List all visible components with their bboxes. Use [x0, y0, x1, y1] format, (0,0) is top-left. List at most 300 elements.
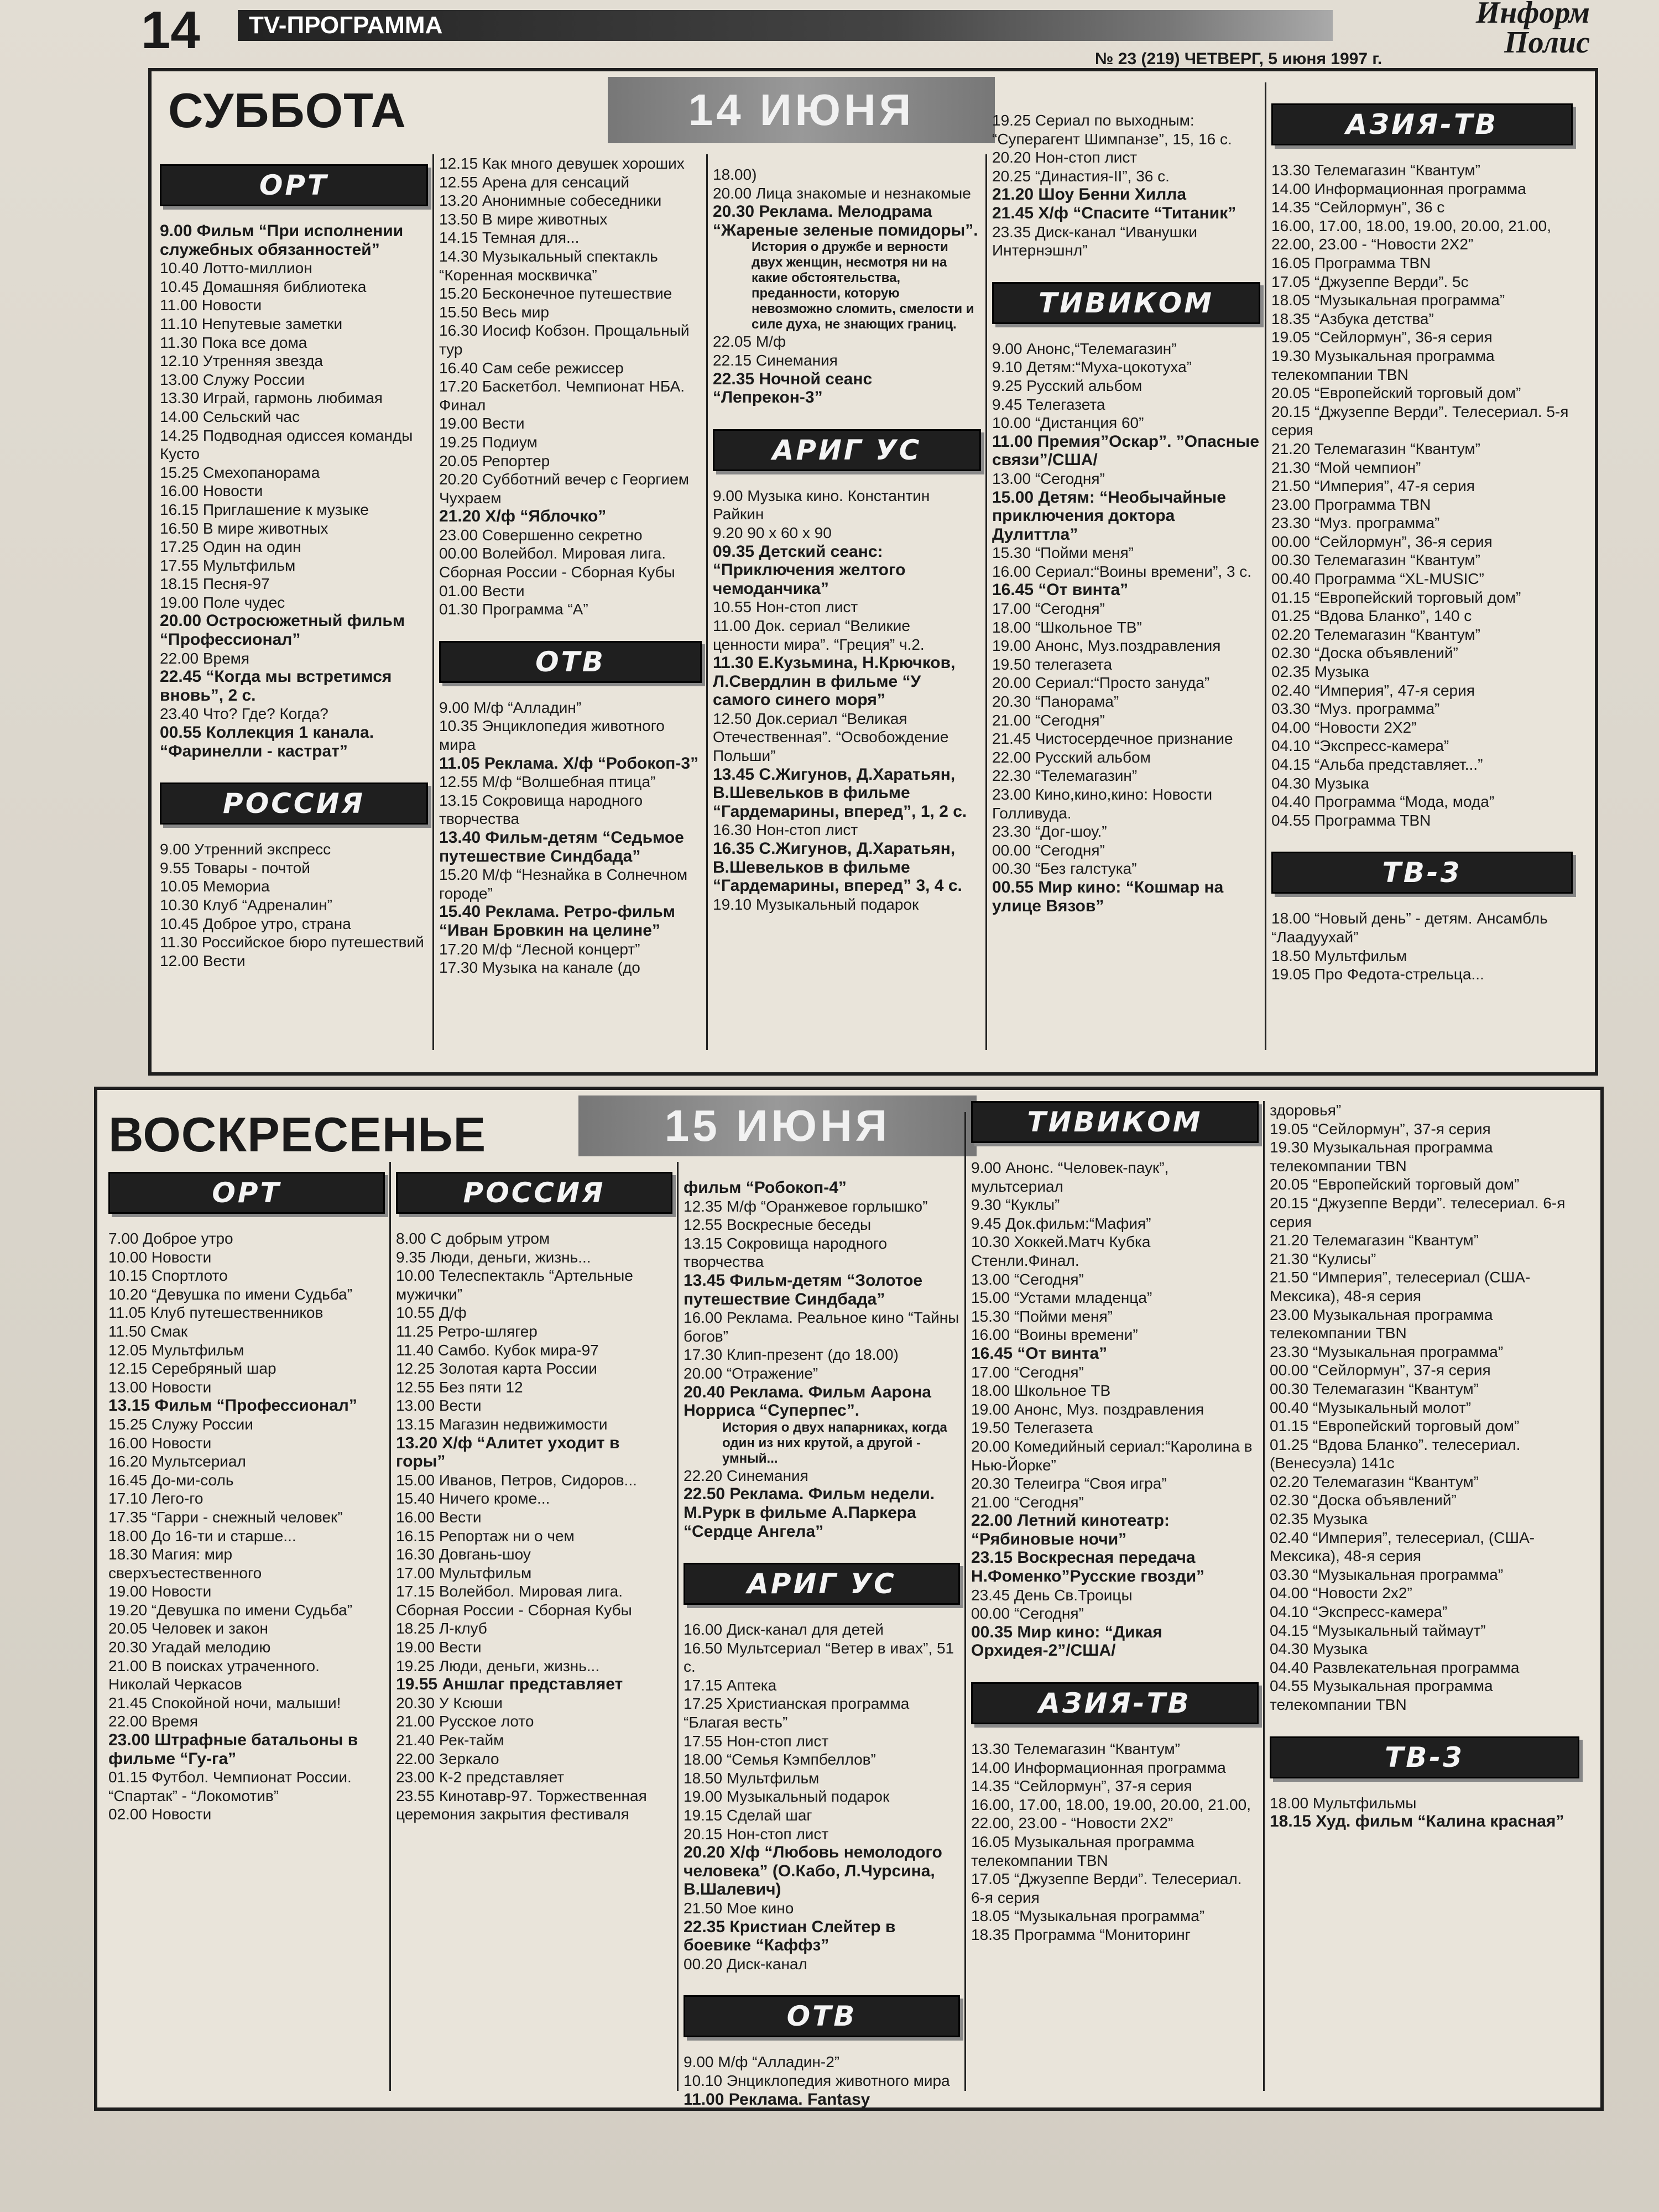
program-item: 17.05 “Джузеппе Верди”. 5с [1271, 273, 1469, 290]
program-item: 16.00 Новости [160, 482, 263, 500]
program-item: 21.50 Мое кино [684, 1900, 794, 1917]
program-item: 21.40 Рек-тайм [396, 1731, 504, 1749]
program-item: 18.30 Магия: мир сверхъестественного [108, 1546, 262, 1582]
program-item: 04.30 Музыка [1271, 774, 1369, 792]
program-list [1270, 1794, 1579, 1831]
program-item: 04.40 Программа “Мода, мода” [1271, 793, 1495, 811]
program-item: 21.00 “Сегодня” [992, 711, 1105, 729]
channel-header-rossiya: РОССИЯ [396, 1172, 672, 1214]
program-item: 15.25 Смехопанорама [160, 463, 320, 481]
program-item: 9.35 Люди, деньги, жизнь... [396, 1248, 591, 1266]
sunday-block [94, 1087, 1604, 2111]
program-item: 16.35 С.Жигунов, Д.Харатьян, В.Шевельков в фильме “Гардемарины, вперед” 3, 4 с. [713, 839, 962, 895]
program-item: 19.05 “Сейлормун”, 36-я серия [1271, 328, 1493, 346]
program-item: 10.55 Нон-стоп лист [713, 598, 858, 616]
program-item: 13.30 Телемагазин “Квантум” [1271, 161, 1480, 179]
program-item: 21.30 “Мой чемпион” [1271, 458, 1421, 476]
column-divider [706, 154, 708, 1050]
program-item: 13.30 Играй, гармонь любимая [160, 389, 383, 407]
program-item: 13.00 “Сегодня” [992, 469, 1105, 487]
newspaper-logo [1424, 0, 1590, 58]
program-item: 14.00 Информационная программа [971, 1759, 1226, 1776]
program-item: 18.00 Мультфильмы [1270, 1794, 1417, 1812]
program-item: 23.30 “Муз. программа” [1271, 514, 1440, 532]
program-item: 19.15 Сделай шаг [684, 1807, 812, 1824]
program-item: 16.00 Сериал:“Воины времени”, 3 с. [992, 562, 1252, 580]
program-list [971, 1159, 1259, 1660]
program-item: 12.50 Док.сериал “Великая Отечественная”. “Освобождение Польши” [713, 709, 949, 765]
program-item: 20.05 Человек и закон [108, 1620, 268, 1637]
column-divider [1265, 82, 1266, 1050]
program-note: История о двух напарниках, когда один из них крутой, а другой - умный... [722, 1420, 947, 1466]
program-list [439, 698, 702, 977]
program-item: 19.30 Музыкальная программа телекомпании TBN [1270, 1139, 1493, 1175]
program-item: 20.30 Реклама. Мелодрама “Жареные зеленые помидоры”. [713, 202, 978, 239]
program-item: 12.55 Без пяти 12 [396, 1378, 523, 1396]
program-note: История о дружбе и верности двух женщин, несмотря ни на какие обстоятельства, преданности, которую невозможно сломить, смелости и силе духа, не знающих границ. [752, 239, 974, 332]
program-item: 17.30 Музыка на канале (до [439, 959, 640, 977]
program-item: 21.45 Спокойной ночи, малыши! [108, 1694, 341, 1712]
program-item: 17.20 М/ф “Лесной концерт” [439, 940, 640, 958]
program-item: 19.25 Сериал по выходным: “Суперагент Шимпанзе”, 15, 16 с. [992, 112, 1232, 148]
program-item: 18.00 “Новый день” - детям. Ансамбль “Лаадуухай” [1271, 910, 1548, 946]
program-item: 7.00 Доброе утро [108, 1230, 233, 1247]
program-item: 10.10 Энциклопедия животного мира [684, 2072, 950, 2089]
program-item: 19.50 Телегазета [971, 1419, 1093, 1437]
program-item: 23.00 Кино,кино,кино: Новости Голливуда. [992, 786, 1213, 822]
program-item: 04.55 Программа TBN [1271, 811, 1431, 829]
program-item: 9.00 Анонс,“Телемагазин” [992, 340, 1177, 357]
program-item: 11.30 Е.Кузьмина, Н.Крючков, Л.Свердлин в фильме “У самого синего моря” [713, 654, 956, 709]
program-item: 17.10 Лего-го [108, 1490, 204, 1507]
column-4 [992, 111, 1260, 915]
program-item: 02.30 “Доска объявлений” [1271, 644, 1458, 662]
program-item: 01.00 Вести [439, 582, 525, 599]
channel-header-tv3: ТВ-3 [1271, 852, 1573, 894]
program-item: 14.35 “Сейлормун”, 37-я серия [971, 1777, 1192, 1795]
program-item: 9.00 Анонс. “Человек-паук”, мультсериал [971, 1159, 1169, 1195]
program-item: 17.05 “Джузеппе Верди”. Телесериал. 6-я серия [971, 1870, 1242, 1906]
program-item: 16.20 Мультсериал [108, 1453, 246, 1470]
program-item: 18.15 Песня-97 [160, 575, 270, 593]
program-item: 23.40 Что? Где? Когда? [160, 705, 328, 723]
program-list [684, 1620, 960, 1973]
program-item: 11.25 Ретро-шлягер [396, 1322, 538, 1340]
program-item: 12.00 Вести [160, 952, 246, 969]
program-item: 15.00 “Устами младенца” [971, 1289, 1152, 1307]
program-item: 18.00) [713, 166, 757, 183]
program-item: 11.30 Пока все дома [160, 333, 307, 351]
program-item: 9.25 Русский альбом [992, 377, 1142, 394]
program-item: 20.15 Нон-стоп лист [684, 1825, 829, 1843]
program-item: 9.10 Детям:“Муха-цокотуха” [992, 358, 1192, 376]
program-item: 12.55 М/ф “Волшебная птица” [439, 773, 656, 791]
program-item: 10.30 Клуб “Адреналин” [160, 896, 332, 914]
program-item: 15.20 Бесконечное путешествие [439, 285, 672, 302]
program-item: 22.00 Русский альбом [992, 748, 1151, 766]
column-2 [439, 154, 702, 977]
channel-header-ort: ОРТ [108, 1172, 385, 1214]
program-item: 16.00 Новости [108, 1434, 212, 1452]
program-item: 14.00 Сельский час [160, 408, 300, 425]
program-item: 16.30 Нон-стоп лист [713, 821, 858, 839]
program-item: 14.15 Темная для... [439, 229, 580, 247]
column-3 [713, 165, 981, 914]
program-item: 16.40 Сам себе режиссер [439, 359, 624, 377]
program-item: 19.05 “Сейлормун”, 37-я серия [1270, 1120, 1491, 1138]
program-item: 17.25 Один на один [160, 538, 301, 556]
program-item: 15.30 “Пойми меня” [971, 1307, 1113, 1325]
program-item: 04.15 “Альба представляет...” [1271, 756, 1483, 773]
program-item: 10.00 Телеспектакль “Артельные мужички” [396, 1267, 633, 1303]
program-item: 11.00 Новости [160, 296, 262, 314]
program-item: 14.00 Информационная программа [1271, 180, 1526, 197]
program-item: 10.35 Энциклопедия животного мира [439, 717, 665, 754]
program-item: 11.10 Непутевые заметки [160, 315, 343, 332]
program-item: 19.20 “Девушка по имени Судьба” [108, 1601, 353, 1619]
column-divider [389, 1162, 391, 2091]
program-item: 17.15 Волейбол. Мировая лига. Сборная России - Сборная Кубы [396, 1583, 632, 1619]
program-item: 18.50 Мультфильм [1271, 947, 1407, 964]
program-item: 13.45 С.Жигунов, Д.Харатьян, В.Шевельков в фильме “Гардемарины, вперед”, 1, 2 с. [713, 765, 967, 821]
program-item: 16.50 В мире животных [160, 519, 328, 537]
program-list [684, 2053, 960, 2109]
program-item: 19.00 Поле чудес [160, 593, 285, 611]
channel-header-tivikom: ТИВИКОМ [971, 1101, 1259, 1143]
program-item: 14.25 Подводная одиссея команды Кусто [160, 426, 413, 463]
program-item: 18.00 До 16-ти и старше... [108, 1527, 296, 1545]
channel-header-aziya-tv: АЗИЯ-ТВ [971, 1682, 1259, 1724]
program-item: 16.00, 17.00, 18.00, 19.00, 20.00, 21.00, 22.00, 23.00 - “Новости 2Х2” [1271, 217, 1551, 253]
program-item: 00.00 “Сегодня” [992, 841, 1105, 859]
channel-header-aziya-tv: АЗИЯ-ТВ [1271, 103, 1573, 145]
program-item: 15.50 Весь мир [439, 303, 549, 321]
program-item: 21.20 Х/ф “Яблочко” [439, 507, 607, 526]
program-item: 23.15 Воскресная передача Н.Фоменко”Русские гвозди” [971, 1548, 1205, 1586]
program-list [713, 487, 981, 914]
program-item: 19.30 Музыкальная программа телекомпании TBN [1271, 347, 1495, 383]
program-item: 12.10 Утренняя звезда [160, 352, 324, 370]
program-list [1270, 1101, 1579, 1714]
day-title: СУББОТА [168, 83, 406, 138]
program-item: 15.00 Детям: “Необычайные приключения доктора Дулиттла” [992, 488, 1226, 544]
program-item: 20.15 “Джузеппе Верди”. телесериал. 6-я серия [1270, 1194, 1566, 1230]
program-list [160, 222, 428, 760]
program-item: 22.30 “Телемагазин” [992, 767, 1138, 785]
program-item: 04.00 “Новости 2х2” [1270, 1584, 1412, 1602]
section-title: TV-ПРОГРАММА [238, 10, 1333, 41]
channel-header-tv3: ТВ-3 [1270, 1736, 1579, 1778]
program-item: 21.20 Шоу Бенни Хилла [992, 185, 1187, 204]
program-item: 04.10 “Экспресс-камера” [1270, 1603, 1448, 1621]
program-item: 18.05 “Музыкальная программа” [1271, 291, 1505, 309]
program-item: 16.15 Репортаж ни о чем [396, 1527, 575, 1545]
program-item: 13.20 Х/ф “Алитет уходит в горы” [396, 1433, 620, 1471]
program-item: 22.45 “Когда мы встретимся вновь”, 2 с. [160, 667, 392, 705]
program-item: 17.30 Клип-презент (до 18.00) [684, 1346, 899, 1364]
program-item: 11.00 Премия”Оскар”. ”Опасные связи”/США/ [992, 432, 1260, 469]
column-divider [677, 1162, 679, 2091]
program-item: 19.25 Подиум [439, 433, 538, 451]
program-item: 10.30 Хоккей.Матч Кубка Стенли.Финал. [971, 1233, 1151, 1269]
program-item: 9.00 М/ф “Алладин-2” [684, 2053, 840, 2071]
column-divider [432, 154, 434, 1050]
program-item: 04.30 Музыка [1270, 1640, 1368, 1658]
program-item: 15.25 Служу России [108, 1415, 253, 1433]
program-item: 9.45 Телегазета [992, 395, 1105, 413]
program-item: 04.00 “Новости 2Х2” [1271, 718, 1417, 736]
channel-header-rossiya: РОССИЯ [160, 782, 428, 825]
column-divider [985, 154, 987, 1050]
program-item: 11.00 Реклама. Fantasy [684, 2090, 870, 2109]
program-item: 18.00 Школьное ТВ [971, 1382, 1111, 1400]
column-4 [971, 1101, 1259, 1944]
program-item: 16.45 До-ми-соль [108, 1471, 234, 1489]
program-item: 11.05 Клуб путешественников [108, 1304, 324, 1322]
program-item: 03.30 “Музыкальная программа” [1270, 1566, 1504, 1583]
program-item: 00.55 Мир кино: “Кошмар на улице Вязов” [992, 878, 1224, 915]
program-item: 21.50 “Империя”, телесериал (США-Мексика), 48-я серия [1270, 1269, 1531, 1305]
column-3 [684, 1178, 960, 2109]
program-item: 21.50 “Империя”, 47-я серия [1271, 477, 1475, 495]
program-item: 13.00 Новости [108, 1378, 212, 1396]
logo-line-1: Информ [1475, 0, 1590, 30]
program-item: 17.00 “Сегодня” [992, 600, 1105, 618]
program-item: 00.35 Мир кино: “Дикая Орхидея-2”/США/ [971, 1623, 1162, 1660]
issue-info: № 23 (219) ЧЕТВЕРГ, 5 июня 1997 г. [1095, 50, 1383, 68]
program-item: 20.30 Угадай мелодию [108, 1639, 271, 1656]
program-item: 21.00 “Сегодня” [971, 1493, 1084, 1511]
program-item: 00.40 “Музыкальный молот” [1270, 1399, 1472, 1416]
program-item: 13.15 Сокровища народного творчества [684, 1234, 888, 1271]
page-number: 14 [141, 1, 200, 60]
program-item: 13.15 Сокровища народного творчества [439, 791, 643, 828]
program-list [713, 165, 981, 407]
program-item: 12.55 Воскресные беседы [684, 1216, 872, 1234]
program-item: 11.30 Российское бюро путешествий [160, 933, 424, 951]
program-item: 16.00 “Воины времени” [971, 1326, 1138, 1344]
logo-line-2: Полис [1504, 25, 1590, 60]
program-item: 18.00 “Семья Кэмпбеллов” [684, 1751, 876, 1768]
program-item: 23.35 Диск-канал “Иванушки Интернэшнл” [992, 223, 1198, 259]
program-item: 13.15 Магазин недвижимости [396, 1415, 608, 1433]
program-list [396, 1229, 672, 1824]
program-item: 22.35 Ночной сеанс “Лепрекон-3” [713, 369, 873, 407]
program-item: 13.50 В мире животных [439, 210, 608, 228]
program-item: 16.05 Музыкальная программа телекомпании TBN [971, 1833, 1194, 1869]
program-item: 00.30 “Без галстука” [992, 860, 1137, 878]
program-item: 20.30 “Панорама” [992, 693, 1119, 711]
program-list [1271, 909, 1573, 983]
program-item: 11.40 Самбо. Кубок мира-97 [396, 1341, 599, 1359]
program-item: 04.10 “Экспресс-камера” [1271, 737, 1449, 755]
program-item: 9.00 М/ф “Алладин” [439, 698, 582, 716]
program-item: 23.30 “Дог-шоу.” [992, 823, 1107, 841]
program-item: 16.00 Диск-канал для детей [684, 1621, 884, 1639]
program-item: 02.35 Музыка [1270, 1510, 1368, 1528]
program-item: 15.30 “Пойми меня” [992, 544, 1134, 562]
program-list [1271, 161, 1573, 830]
program-item: 00.00 “Сейлормун”, 36-я серия [1271, 533, 1493, 550]
program-item: 02.00 Новости [108, 1806, 212, 1823]
program-item: 9.00 Утренний экспресс [160, 841, 331, 858]
program-item: 18.25 Л-клуб [396, 1620, 487, 1637]
program-item: 23.30 “Музыкальная программа” [1270, 1343, 1504, 1360]
program-item: 10.20 “Девушка по имени Судьба” [108, 1285, 353, 1303]
program-item: 23.45 День Св.Троицы [971, 1586, 1133, 1604]
program-item: 20.05 “Европейский торговый дом” [1270, 1176, 1520, 1193]
program-item: 12.15 Как много девушек хороших [439, 155, 685, 172]
program-item: 00.00 “Сегодня” [971, 1605, 1084, 1623]
program-item: 17.25 Христианская программа “Благая весть” [684, 1695, 910, 1731]
program-item: 22.35 Кристиан Слейтер в боевике “Каффз” [684, 1917, 896, 1955]
program-item: 15.00 Иванов, Петров, Сидоров... [396, 1471, 637, 1489]
program-list [992, 340, 1260, 915]
program-item: 02.20 Телемагазин “Квантум” [1271, 625, 1480, 643]
program-list [992, 111, 1260, 260]
program-item: 19.55 Аншлаг представляет [396, 1675, 623, 1694]
program-item: 04.15 “Музыкальный таймаут” [1270, 1621, 1486, 1639]
program-item: 21.45 Х/ф “Спасите “Титаник” [992, 204, 1237, 222]
program-item: 19.25 Люди, деньги, жизнь... [396, 1657, 600, 1674]
program-item: 18.35 “Азбука детства” [1271, 310, 1434, 327]
program-item: 13.40 Фильм-детям “Седьмое путешествие Синдбада” [439, 828, 684, 865]
program-item: 10.40 Лотто-миллион [160, 259, 312, 277]
channel-header-otv: ОТВ [439, 641, 702, 683]
program-item: 22.50 Реклама. Фильм недели. М.Рурк в фильме А.Паркера “Сердце Ангела” [684, 1485, 935, 1541]
program-item: 22.05 М/ф [713, 333, 786, 351]
program-item: 20.30 Телеигра “Своя игра” [971, 1475, 1167, 1493]
program-item: 20.00 Сериал:“Просто зануда” [992, 674, 1210, 692]
program-item: 16.45 “От винта” [992, 581, 1129, 599]
channel-header-arig-us: АРИГ УС [684, 1563, 960, 1605]
program-item: 20.05 Репортер [439, 452, 550, 469]
date-bar: 14 ИЮНЯ [608, 77, 995, 143]
column-1 [108, 1162, 385, 1824]
program-item: здоровья” [1270, 1102, 1342, 1119]
program-item: 12.15 Серебряный шар [108, 1360, 276, 1378]
program-item: 19.00 Вести [439, 415, 525, 432]
program-item: 02.20 Телемагазин “Квантум” [1270, 1473, 1479, 1490]
program-item: 17.00 “Сегодня” [971, 1363, 1084, 1381]
program-item: 00.00 Волейбол. Мировая лига. Сборная России - Сборная Кубы [439, 545, 675, 581]
program-item: 20.20 Субботний вечер с Георгием Чухраем [439, 471, 689, 507]
program-item: 16.15 Приглашение к музыке [160, 500, 369, 518]
program-item: 11.05 Реклама. Х/ф “Робокоп-3” [439, 754, 699, 773]
program-item: 9.00 Фильм “При исполнении служебных обязанностей” [160, 222, 404, 259]
column-2 [396, 1162, 672, 1824]
channel-header-arig-us: АРИГ УС [713, 429, 981, 471]
program-item: 19.10 Музыкальный подарок [713, 895, 919, 913]
program-item: 01.15 Футбол. Чемпионат России. “Спартак” - “Локомотив” [108, 1768, 352, 1804]
program-item: 09.35 Детский сеанс: “Приключения желтого чемоданчика” [713, 542, 906, 598]
program-item: 00.00 “Сейлормун”, 37-я серия [1270, 1361, 1491, 1379]
program-item: 19.50 телегазета [992, 655, 1113, 673]
program-item: 16.05 Программа TBN [1271, 254, 1431, 272]
program-item: 16.45 “От винта” [971, 1344, 1108, 1363]
column-5 [1271, 93, 1573, 984]
program-item: 10.45 Доброе утро, страна [160, 915, 351, 932]
program-item: 23.00 Штрафные батальоны в фильме “Гу-га” [108, 1731, 358, 1768]
column-1 [160, 154, 428, 970]
column-divider [964, 1112, 966, 2091]
program-item: 22.20 Синемания [684, 1467, 808, 1484]
program-item: 21.20 Телемагазин “Квантум” [1270, 1232, 1479, 1249]
program-item: 20.25 “Династия-II”, 36 с. [992, 167, 1170, 185]
program-item: 20.15 “Джузеппе Верди”. Телесериал. 5-я серия [1271, 403, 1569, 439]
column-divider [1263, 1101, 1265, 2091]
program-item: 22.00 Время [108, 1713, 199, 1730]
program-list [684, 1178, 960, 1541]
program-item: 15.40 Реклама. Ретро-фильм “Иван Бровкин на целине” [439, 902, 675, 940]
program-item: 12.35 М/ф “Оранжевое горлышко” [684, 1197, 928, 1215]
program-item: 10.15 Спортлото [108, 1267, 228, 1285]
program-item: 20.05 “Европейский торговый дом” [1271, 384, 1521, 402]
program-list [108, 1229, 385, 1824]
program-item: 17.20 Баскетбол. Чемпионат НБА. Финал [439, 378, 685, 414]
program-item: 22.15 Синемания [713, 351, 838, 369]
program-list [971, 1740, 1259, 1944]
program-item: 16.00 Реклама. Реальное кино “Тайны богов” [684, 1309, 959, 1345]
date-bar: 15 ИЮНЯ [578, 1095, 977, 1156]
program-item: 19.00 Вести [396, 1639, 482, 1656]
program-item: 9.55 Товары - почтой [160, 859, 310, 877]
program-item: 10.55 Д/ф [396, 1304, 467, 1322]
program-item: 18.15 Худ. фильм “Калина красная” [1270, 1812, 1564, 1831]
program-item: 02.30 “Доска объявлений” [1270, 1491, 1457, 1509]
program-item: 00.20 Диск-канал [684, 1955, 807, 1973]
program-item: 19.00 Анонс, Муз.поздравления [992, 637, 1221, 655]
program-item: 9.20 90 х 60 х 90 [713, 524, 832, 541]
program-item: 21.30 “Кулисы” [1270, 1250, 1376, 1267]
program-item: 20.20 Нон-стоп лист [992, 149, 1138, 166]
program-list [439, 154, 702, 619]
program-item: 01.15 “Европейский торговый дом” [1270, 1417, 1520, 1435]
channel-header-tivikom: ТИВИКОМ [992, 282, 1260, 324]
program-item: 12.55 Арена для сенсаций [439, 173, 630, 191]
program-item: 18.35 Программа “Мониторинг [971, 1926, 1191, 1943]
program-item: 13.00 Вести [396, 1397, 482, 1415]
program-item: 20.00 Комедийный сериал:“Каролина в Нью-Йорке” [971, 1437, 1253, 1474]
program-item: 23.00 Музыкальная программа телекомпании TBN [1270, 1306, 1493, 1342]
program-item: 04.40 Развлекательная программа [1270, 1658, 1520, 1676]
program-item: 12.05 Мультфильм [108, 1341, 244, 1359]
program-item: 02.35 Музыка [1271, 663, 1369, 681]
program-item: 01.30 Программа “А” [439, 601, 588, 618]
program-item: 18.00 “Школьное ТВ” [992, 618, 1142, 636]
program-item: 14.35 “Сейлормун”, 36 с [1271, 199, 1445, 216]
program-item: 17.55 Мультфильм [160, 556, 296, 574]
program-item: 03.30 “Муз. программа” [1271, 700, 1440, 718]
program-item: 23.55 Кинотавр-97. Торжественная церемония закрытия фестиваля [396, 1787, 647, 1823]
program-item: 19.00 Анонс, Муз. поздравления [971, 1400, 1204, 1418]
program-item: 13.00 “Сегодня” [971, 1270, 1084, 1288]
program-item: 21.00 Русское лото [396, 1713, 534, 1730]
program-item: 01.25 “Вдова Бланко”, 140 с [1271, 607, 1472, 625]
program-item: 04.55 Музыкальная программа телекомпании TBN [1270, 1677, 1493, 1713]
program-item: 01.15 “Европейский торговый дом” [1271, 588, 1521, 606]
program-item: 16.00 Вести [396, 1508, 482, 1526]
program-item: 00.40 Программа “XL-MUSIC” [1271, 570, 1484, 588]
program-item: 20.40 Реклама. Фильм Аарона Норриса “Суперпес”. [684, 1383, 931, 1420]
program-item: 21.45 Чистосердечное признание [992, 730, 1233, 748]
column-5 [1270, 1101, 1579, 1831]
program-item: 21.20 Телемагазин “Квантум” [1271, 440, 1480, 457]
program-item: 9.30 “Куклы” [971, 1196, 1060, 1214]
program-item: 10.00 Новости [108, 1248, 212, 1266]
program-item: 16.50 Мультсериал “Ветер в ивах”, 51 с. [684, 1639, 954, 1676]
program-item: 00.30 Телемагазин “Квантум” [1270, 1380, 1479, 1397]
